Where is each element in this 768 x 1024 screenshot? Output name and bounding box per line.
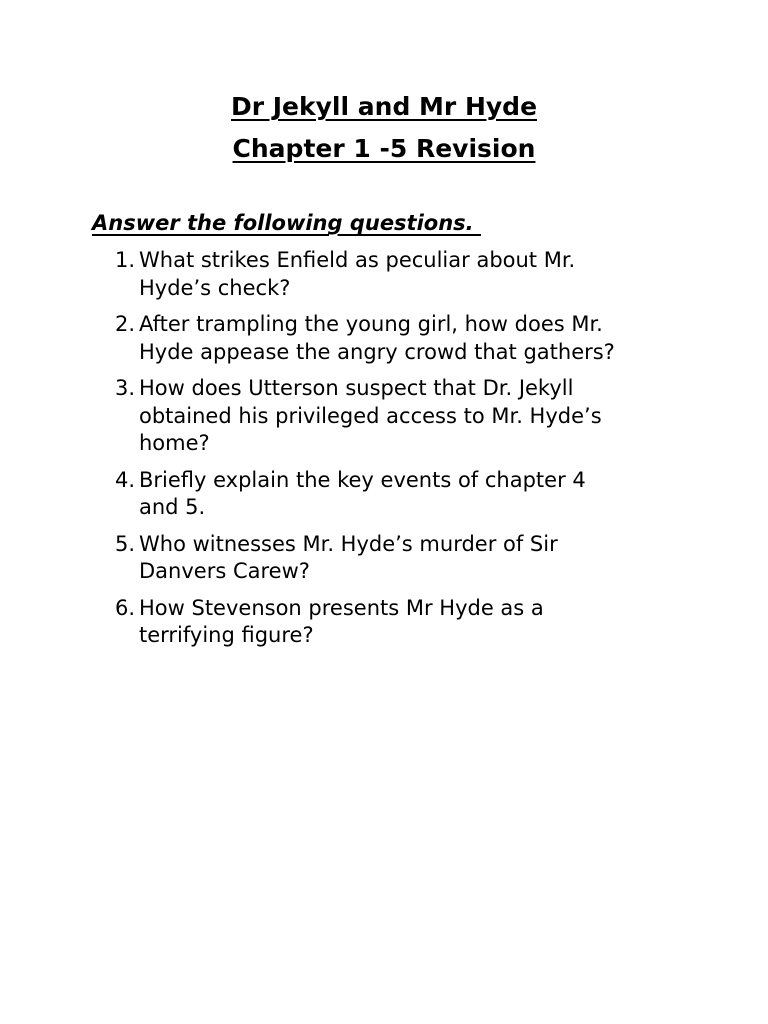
- question-number: 2.: [115, 312, 136, 336]
- question-number: 5.: [115, 531, 136, 556]
- instruction-heading: Answer the following questions.: [92, 211, 481, 235]
- question-number: 1.: [115, 248, 136, 272]
- question-line: Danvers Carew?: [139, 559, 310, 583]
- question-line: terrifying figure?: [139, 623, 314, 647]
- question-line: and 5.: [139, 495, 206, 519]
- question-item: [115, 247, 685, 302]
- question-line: Hyde’s check?: [139, 275, 291, 300]
- question-item: [115, 595, 685, 650]
- question-line: After trampling the young girl, how does Mr.: [139, 312, 603, 336]
- question-text: [139, 375, 685, 458]
- question-line: What strikes Enfield as peculiar about Mr.: [139, 248, 576, 272]
- title-line-1: [0, 86, 768, 128]
- question-line: obtained his privileged access to Mr. Hyde’s: [139, 403, 602, 428]
- question-text: [139, 311, 685, 366]
- question-item: [115, 531, 685, 586]
- question-item: [115, 311, 685, 366]
- question-line: Who witnesses Mr. Hyde’s murder of Sir: [139, 531, 558, 556]
- title-block: [0, 86, 768, 170]
- document-subtitle: Chapter 1 -5 Revision: [232, 134, 536, 163]
- question-line: How Stevenson presents Mr Hyde as a: [139, 595, 544, 620]
- question-text: [139, 531, 685, 586]
- question-list: [115, 247, 685, 659]
- question-text: [139, 467, 685, 522]
- question-number: 3.: [115, 376, 136, 400]
- question-line: Briefly explain the key events of chapter 4: [139, 467, 586, 492]
- question-number: 6.: [115, 595, 136, 620]
- question-item: [115, 467, 685, 522]
- title-line-2: [0, 128, 768, 170]
- question-text: [139, 595, 685, 650]
- question-line: home?: [139, 431, 210, 455]
- question-text: [139, 247, 685, 302]
- question-number: 4.: [115, 467, 136, 492]
- question-item: [115, 375, 685, 458]
- document-title: Dr Jekyll and Mr Hyde: [230, 92, 538, 121]
- question-line: Hyde appease the angry crowd that gathers?: [139, 339, 615, 364]
- question-line: How does Utterson suspect that Dr. Jekyll: [139, 376, 574, 400]
